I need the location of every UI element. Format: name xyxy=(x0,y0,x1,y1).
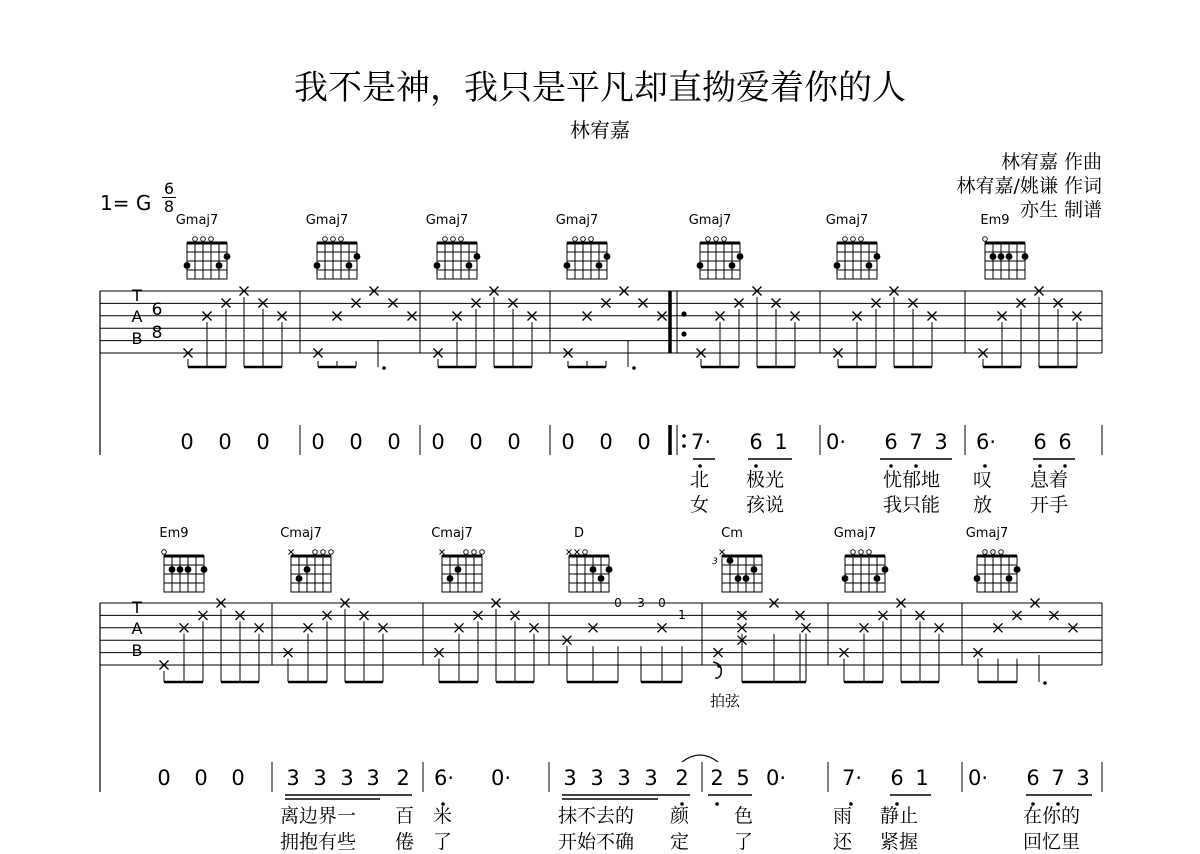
slap-rest-symbol xyxy=(713,662,721,678)
chord-name: Gmaj7 xyxy=(833,526,877,541)
jianpu-note: 0 xyxy=(431,430,445,454)
lyric-line-2: 还 xyxy=(833,831,853,853)
repeat-dot xyxy=(681,311,686,316)
chord-finger-dot xyxy=(735,575,742,582)
chord-finger-dot xyxy=(185,566,192,573)
lyric-line-2: 放 xyxy=(973,494,993,516)
chord-finger-dot xyxy=(216,262,223,269)
jianpu-note: 0 xyxy=(469,430,483,454)
chord-open-string xyxy=(321,550,326,555)
chord-name: Cmaj7 xyxy=(280,526,322,541)
chord-name: Cmaj7 xyxy=(431,526,473,541)
chord-finger-dot xyxy=(590,566,597,573)
chord-finger-dot xyxy=(314,262,321,269)
chord-open-string xyxy=(443,237,448,242)
jianpu-note: 7 xyxy=(1051,766,1065,790)
jianpu-note: 3 xyxy=(590,766,604,790)
chord-open-string xyxy=(983,237,988,242)
chord-open-string xyxy=(331,237,336,242)
lyric-line-2: 倦 xyxy=(395,831,415,853)
tab-label-b: B xyxy=(131,329,143,348)
chord-finger-dot xyxy=(697,262,704,269)
jianpu-note: 0 xyxy=(218,430,232,454)
jianpu-note: 0 xyxy=(507,430,521,454)
chord-open-string xyxy=(464,550,469,555)
lyric-line-1: 离边界一 xyxy=(280,805,357,827)
chord-open-string xyxy=(714,237,719,242)
chord-open-string xyxy=(323,237,328,242)
tie-arc xyxy=(682,755,718,762)
jianpu-note: 0· xyxy=(491,766,512,790)
chord-open-string xyxy=(201,237,206,242)
chord-open-string xyxy=(313,550,318,555)
chord-open-string xyxy=(459,237,464,242)
chord-finger-dot xyxy=(466,262,473,269)
lyric-line-1: 米 xyxy=(433,805,453,827)
jianpu-note: 6· xyxy=(434,766,455,790)
chord-name: Gmaj7 xyxy=(175,213,219,228)
chord-open-string xyxy=(843,237,848,242)
chord-open-string xyxy=(329,550,334,555)
chord-finger-dot xyxy=(474,253,481,260)
chord-finger-dot xyxy=(304,566,311,573)
jianpu-note: 0 xyxy=(599,430,613,454)
chord-name: Gmaj7 xyxy=(305,213,349,228)
chord-finger-dot xyxy=(296,575,303,582)
jianpu-note: 5 xyxy=(736,766,750,790)
jianpu-note: 6 xyxy=(749,430,763,454)
key-signature: 1= G xyxy=(100,191,152,215)
jianpu-note: 0 xyxy=(561,430,575,454)
jianpu-note: 3 xyxy=(286,766,300,790)
lyric-line-2: 了 xyxy=(433,831,453,853)
jianpu-note: 0 xyxy=(311,430,325,454)
tab-number: 3 xyxy=(637,596,645,610)
jianpu-note: 0 xyxy=(256,430,270,454)
jianpu-note: 3 xyxy=(313,766,327,790)
chord-finger-dot xyxy=(882,566,889,573)
jianpu-note: 0 xyxy=(637,430,651,454)
chord-open-string xyxy=(851,550,856,555)
jianpu-note: 3 xyxy=(1076,766,1090,790)
lyric-line-1: 叹 xyxy=(973,469,993,491)
tab-number: 0 xyxy=(658,596,666,610)
jianpu-note: 3 xyxy=(644,766,658,790)
chord-finger-dot xyxy=(834,262,841,269)
jianpu-note: 0 xyxy=(194,766,208,790)
chord-finger-dot xyxy=(604,253,611,260)
chord-open-string xyxy=(193,237,198,242)
jianpu-note: 0 xyxy=(387,430,401,454)
chord-finger-dot xyxy=(729,262,736,269)
jianpu-note: 6 xyxy=(890,766,904,790)
chord-fret-number: 3 xyxy=(712,557,718,567)
chord-finger-dot xyxy=(874,253,881,260)
chord-open-string xyxy=(472,550,477,555)
chord-name: Em9 xyxy=(980,213,1010,228)
chord-finger-dot xyxy=(1022,253,1029,260)
chord-open-string xyxy=(706,237,711,242)
lyric-line-2: 女 xyxy=(690,494,710,516)
tab-label-t: T xyxy=(132,598,142,617)
lyric-line-2: 了 xyxy=(734,831,754,853)
chord-open-string xyxy=(162,550,167,555)
chord-finger-dot xyxy=(1006,575,1013,582)
slap-rest-dot xyxy=(717,664,721,668)
chord-name: Em9 xyxy=(159,526,189,541)
jianpu-note: 0 xyxy=(157,766,171,790)
chord-finger-dot xyxy=(455,566,462,573)
repeat-dot xyxy=(681,331,686,336)
chord-name: Gmaj7 xyxy=(965,526,1009,541)
tab-label-a: A xyxy=(131,619,143,638)
chord-open-string xyxy=(573,237,578,242)
jianpu-note: 2 xyxy=(710,766,724,790)
note-dot xyxy=(1043,681,1047,685)
chord-open-string xyxy=(589,237,594,242)
jianpu-note: 3 xyxy=(340,766,354,790)
lyric-line-1: 忧郁地 xyxy=(883,469,941,491)
chord-finger-dot xyxy=(598,575,605,582)
jianpu-note: 0· xyxy=(968,766,989,790)
jianpu-note: 0 xyxy=(180,430,194,454)
jianpu-note: 3 xyxy=(617,766,631,790)
lyric-line-1: 色 xyxy=(734,805,754,827)
chord-finger-dot xyxy=(596,262,603,269)
lyric-line-1: 极光 xyxy=(746,469,785,491)
jianpu-note: 2 xyxy=(396,766,410,790)
chord-finger-dot xyxy=(743,575,750,582)
jianpu-note: 6 xyxy=(1026,766,1040,790)
chord-open-string xyxy=(209,237,214,242)
tab-number: 1 xyxy=(678,608,686,622)
lyric-line-2: 开手 xyxy=(1030,494,1069,516)
lyric-line-2: 定 xyxy=(670,831,690,853)
chord-finger-dot xyxy=(751,566,758,573)
chord-open-string xyxy=(999,550,1004,555)
lyric-line-1: 百 xyxy=(395,805,415,827)
chord-name: Cm xyxy=(721,526,743,541)
chord-finger-dot xyxy=(434,262,441,269)
chord-finger-dot xyxy=(606,566,613,573)
chord-finger-dot xyxy=(177,566,184,573)
technique-label: 拍弦 xyxy=(710,692,741,710)
time-signature-bottom: 8 xyxy=(163,197,175,216)
jianpu-note: 2 xyxy=(675,766,689,790)
time-signature-top: 6 xyxy=(163,179,175,198)
song-title: 我不是神，我只是平凡却直拗爱着你的人 xyxy=(294,68,906,108)
chord-open-string xyxy=(859,237,864,242)
jianpu-note: 6 xyxy=(884,430,898,454)
artist-name: 林宥嘉 xyxy=(570,118,630,142)
jianpu-note: 3 xyxy=(366,766,380,790)
tab-label-t: T xyxy=(132,286,142,305)
lyric-line-2: 孩说 xyxy=(746,494,785,516)
chord-finger-dot xyxy=(727,557,734,564)
tab-label-a: A xyxy=(131,307,143,326)
jianpu-note: 6 xyxy=(1058,430,1072,454)
chord-finger-dot xyxy=(737,253,744,260)
tab-label-b: B xyxy=(131,641,143,660)
credit-arranger: 亦生 制谱 xyxy=(1019,199,1102,221)
chord-open-string xyxy=(983,550,988,555)
credit-composer: 林宥嘉 作曲 xyxy=(1000,151,1102,173)
lyric-line-1: 颜 xyxy=(670,805,690,827)
chord-open-string xyxy=(581,237,586,242)
jianpu-note: 7· xyxy=(691,430,712,454)
chord-open-string xyxy=(859,550,864,555)
chord-open-string xyxy=(480,550,485,555)
jianpu-note: 0· xyxy=(826,430,847,454)
tab-ts-top: 6 xyxy=(151,300,163,320)
note-dot xyxy=(632,366,636,370)
chord-finger-dot xyxy=(974,575,981,582)
jianpu-note: 0 xyxy=(349,430,363,454)
chord-open-string xyxy=(451,237,456,242)
jianpu-note: 0· xyxy=(766,766,787,790)
chord-name: Gmaj7 xyxy=(688,213,732,228)
lyric-line-2: 回忆里 xyxy=(1023,831,1081,853)
chord-finger-dot xyxy=(224,253,231,260)
lyric-line-2: 紧握 xyxy=(880,831,919,853)
chord-finger-dot xyxy=(874,575,881,582)
lyric-line-2: 开始不确 xyxy=(558,831,635,853)
jianpu-note: 6 xyxy=(1033,430,1047,454)
lyric-line-2: 拥抱有些 xyxy=(280,831,357,853)
chord-open-string xyxy=(722,237,727,242)
chord-finger-dot xyxy=(842,575,849,582)
credit-lyricist: 林宥嘉/姚谦 作词 xyxy=(956,175,1102,197)
chord-name: D xyxy=(573,526,584,541)
jianpu-note: 6· xyxy=(976,430,997,454)
chord-finger-dot xyxy=(201,566,208,573)
jianpu-note: 1 xyxy=(915,766,929,790)
lyric-line-1: 抹不去的 xyxy=(558,805,635,827)
chord-finger-dot xyxy=(169,566,176,573)
chord-open-string xyxy=(867,550,872,555)
tab-number: 0 xyxy=(614,596,622,610)
jianpu-note: 1 xyxy=(774,430,788,454)
jianpu-note: 3 xyxy=(563,766,577,790)
chord-name: Gmaj7 xyxy=(425,213,469,228)
chord-name: Gmaj7 xyxy=(825,213,869,228)
chord-finger-dot xyxy=(866,262,873,269)
chord-finger-dot xyxy=(447,575,454,582)
lyric-line-1: 北 xyxy=(690,469,710,491)
chord-open-string xyxy=(851,237,856,242)
chord-open-string xyxy=(583,550,588,555)
chord-finger-dot xyxy=(184,262,191,269)
chord-open-string xyxy=(339,237,344,242)
jianpu-note: 3 xyxy=(934,430,948,454)
octave-dot xyxy=(715,802,719,806)
lyric-line-1: 息着 xyxy=(1030,469,1069,491)
note-dot xyxy=(382,366,386,370)
jianpu-note: 7 xyxy=(909,430,923,454)
repeat-dot xyxy=(682,434,686,438)
lyric-line-2: 我只能 xyxy=(883,494,941,516)
chord-finger-dot xyxy=(1014,566,1021,573)
tab-ts-bottom: 8 xyxy=(151,323,163,343)
chord-finger-dot xyxy=(346,262,353,269)
chord-name: Gmaj7 xyxy=(555,213,599,228)
chord-finger-dot xyxy=(564,262,571,269)
repeat-dot xyxy=(682,444,686,448)
jianpu-note: 7· xyxy=(842,766,863,790)
chord-finger-dot xyxy=(354,253,361,260)
lyric-line-1: 雨 xyxy=(833,805,853,827)
jianpu-note: 0 xyxy=(231,766,245,790)
lyric-line-1: 静止 xyxy=(880,805,919,827)
chord-open-string xyxy=(991,550,996,555)
chord-finger-dot xyxy=(990,253,997,260)
chord-finger-dot xyxy=(1006,253,1013,260)
lyric-line-1: 在你的 xyxy=(1023,805,1081,827)
chord-finger-dot xyxy=(998,253,1005,260)
